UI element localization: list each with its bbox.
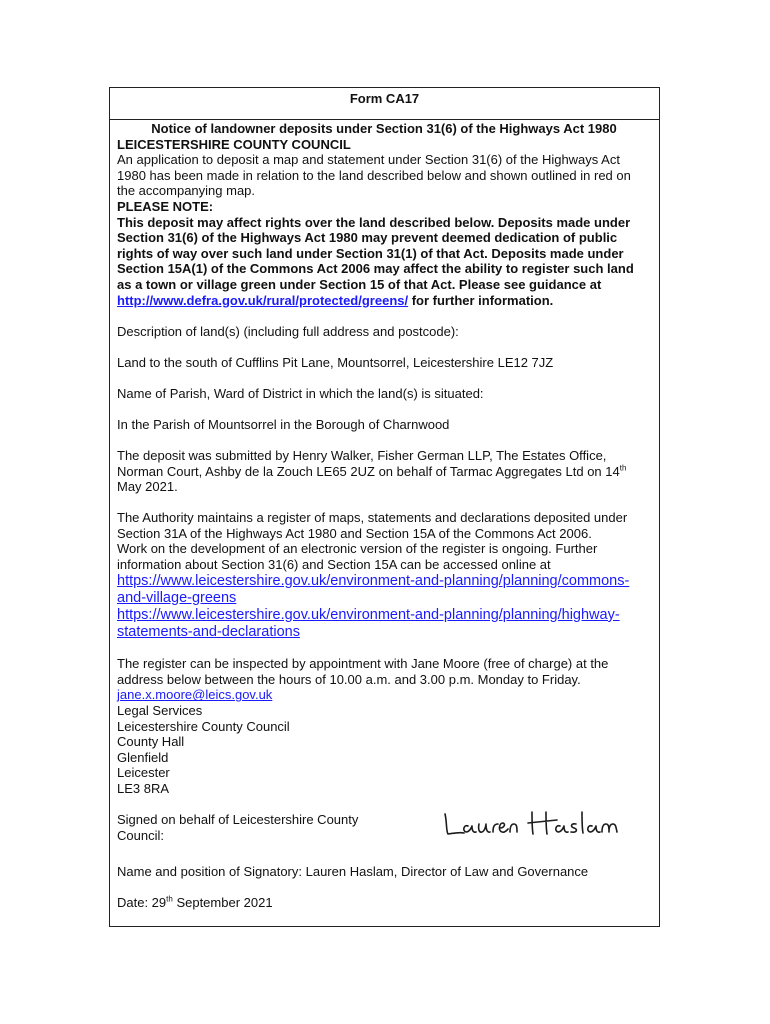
parish-value: In the Parish of Mountsorrel in the Borough of Charnwood: [117, 416, 450, 432]
please-note-label: PLEASE NOTE:: [117, 198, 214, 214]
submission-body: The deposit was submitted by Henry Walker, Fisher German LLP, The Estates Office, Norman Court, Ashby de la Zouch LE65 2UZ on behalf of Tarmac Aggregates Ltd on 14: [117, 448, 620, 479]
notice-title: Notice of landowner deposits under Section 31(6) of the Highways Act 1980: [151, 121, 617, 136]
address-line: Legal Services: [117, 702, 203, 718]
date-prefix: Date: 29: [117, 894, 167, 910]
form-header: [110, 88, 659, 120]
parish-label: Name of Parish, Ward of District in which the land(s) is situated:: [117, 385, 484, 401]
date-suffix: September 2021: [172, 894, 273, 910]
guidance-suffix: for further information.: [408, 292, 554, 308]
form-ca17: [109, 87, 660, 927]
address-line: County Hall: [117, 734, 185, 750]
submission-text: [117, 448, 651, 495]
signed-label: Signed on behalf of Leicestershire County Council:: [117, 812, 359, 843]
signature-row: [117, 812, 651, 848]
register-online-text: Work on the development of an electronic version of the register is ongoing. Further information about Section 31(6) and Section 15A can be accessed online at: [117, 541, 598, 573]
highway-statements-link[interactable]: https://www.leicestershire.gov.uk/environment-and-planning/planning/highway-statements-and-declarations: [117, 606, 620, 640]
address-line: Glenfield: [117, 749, 169, 765]
address-line: LE3 8RA: [117, 780, 170, 796]
register-text: The Authority maintains a register of maps, statements and declarations deposited under Section 31A of the Highways Act 1980 and Section 15A of the Commons Act 2006.: [117, 510, 628, 541]
please-note-text: [117, 215, 651, 309]
land-description: Land to the south of Cufflins Pit Lane, Mountsorrel, Leicestershire LE12 7JZ: [117, 354, 554, 370]
intro-text: An application to deposit a map and statement under Section 31(6) of the Highways Act 1980 has been made in relation to the land described below and shown outlined in red on the accompanying map.: [117, 152, 631, 199]
date-text: [117, 895, 651, 911]
inspection-text: The register can be inspected by appointment with Jane Moore (free of charge) at the address below between the hours of 10.00 a.m. and 3.00 p.m. Monday to Friday.: [117, 656, 609, 687]
form-body: [117, 121, 651, 910]
guidance-link[interactable]: http://www.defra.gov.uk/rural/protected/greens/: [117, 292, 409, 308]
land-description-label: Description of land(s) (including full address and postcode):: [117, 323, 459, 339]
submission-end: May 2021.: [117, 479, 178, 495]
please-note-body: This deposit may affect rights over the land described below. Deposits made under Section 31(6) of the Highways Act 1980 may prevent deemed dedication of public rights of way over such land under Section 31(1) of that Act. Deposits made under Section 15A(1) of the Commons Act 2006 may affect the ability to register such land as a town or village green under Section 15 of that Act. Please see guidance at: [117, 214, 634, 292]
signatory-text: Name and position of Signatory: Lauren Haslam, Director of Law and Governance: [117, 863, 589, 879]
council-name: LEICESTERSHIRE COUNTY COUNCIL: [117, 136, 351, 152]
address-line: Leicester: [117, 765, 170, 781]
address-block: [117, 703, 651, 797]
address-line: Leicestershire County Council: [117, 718, 290, 734]
form-title: Form CA17: [349, 91, 420, 106]
commons-village-greens-link[interactable]: https://www.leicestershire.gov.uk/environment-and-planning/planning/commons-and-village-greens: [117, 572, 630, 606]
handwritten-signature: [442, 806, 642, 842]
submission-ordinal: th: [619, 463, 627, 473]
date-ordinal: th: [166, 894, 173, 904]
register-links: [117, 573, 651, 641]
contact-email-link[interactable]: jane.x.moore@leics.gov.uk: [117, 687, 273, 703]
